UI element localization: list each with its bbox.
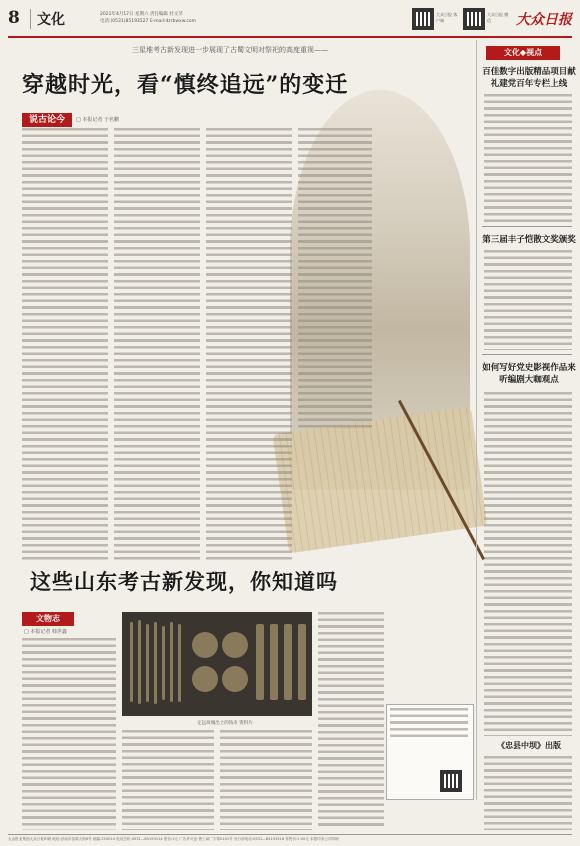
sidebar-item-text — [484, 94, 572, 224]
artifact-image — [284, 624, 292, 700]
header-meta — [100, 11, 196, 25]
page-header — [8, 6, 572, 38]
artifact-image — [256, 624, 264, 700]
artifact-image — [178, 624, 181, 702]
divider — [482, 354, 572, 355]
qr-code-icon — [412, 8, 434, 30]
qr-code-icon — [440, 770, 462, 792]
header-meta-line1: 2021年4月17日 星期六 责任编辑 杜文萃 — [100, 12, 183, 17]
page-number: 8 — [8, 8, 20, 28]
artifact-image — [146, 624, 149, 702]
article-subhead: 三星堆考古新发现进一步展现了古蜀文明对祭祀的高度重视—— — [132, 46, 328, 54]
article-text-column — [298, 128, 372, 428]
header-meta-line2: 电话:(0531)85193527 E-mail:dzrbwxw.com — [100, 19, 197, 24]
masthead-logo: 大众日报 — [516, 12, 572, 28]
artifact-image — [192, 632, 218, 658]
article-text-column — [220, 730, 312, 830]
qr-code-icon — [463, 8, 485, 30]
sidebar-item-text — [484, 392, 572, 736]
artifact-image — [222, 632, 248, 658]
book-info-text — [390, 708, 468, 738]
artifact-image — [162, 626, 165, 700]
artifact-image — [170, 622, 173, 702]
artifact-image — [138, 620, 141, 704]
sidebar-item-text — [484, 250, 572, 350]
article-headline: 穿越时光，看“慎终追远”的变迁 — [22, 72, 349, 98]
column-badge: 说古论今 — [22, 113, 72, 127]
artifact-image — [270, 624, 278, 700]
bottom-headline: 这些山东考古新发现，你知道吗 — [30, 569, 338, 594]
sidebar-badge: 文化◆视点 — [486, 46, 560, 60]
divider — [482, 226, 572, 227]
qr-label-app: 大众日报 客户端 — [436, 12, 458, 23]
artifact-image — [154, 622, 157, 704]
artifact-image — [130, 622, 133, 702]
article-byline: □ 本报记者 韩世鑫 — [24, 629, 67, 635]
coins-photo — [122, 612, 312, 716]
article-text-column — [122, 730, 214, 830]
sidebar-item-text — [484, 756, 572, 830]
sidebar-book-title: 《忠县中坝》出版 — [497, 741, 561, 750]
sidebar-item-title: 第三届丰子恺散文奖颁奖 — [482, 235, 576, 245]
sidebar-item-title: 百佳数字出版精品项目献礼建党百年专栏上线 — [482, 67, 576, 89]
photo-caption: 定远故城出土的钱币 资料片 — [197, 721, 253, 726]
page-footer: 大众报业集团大众日报印刷 地址:济南市泺源大街6号 邮编:250014 电话总机:0531—85193114 报价:1元 广告许可证:鲁工商广字第0101号 发行部电话:0531—85193316 零售价:1.00元 本报印务公司印刷 — [8, 834, 572, 844]
column-badge: 文物志 — [22, 612, 74, 626]
article-text-column — [22, 128, 108, 560]
sidebar-item-title: 如何写好党史影视作品来听编剧大咖观点 — [482, 363, 576, 385]
qr-label-wechat: 大众日报 微信 — [487, 12, 509, 23]
artifact-image — [222, 666, 248, 692]
section-title: 文化 — [30, 9, 65, 29]
artifact-image — [298, 624, 306, 700]
article-text-column — [206, 128, 292, 560]
artifact-image — [192, 666, 218, 692]
article-byline: □ 本报记者 于名鹏 — [76, 117, 119, 123]
article-text-column — [22, 638, 116, 830]
article-text-column — [318, 612, 384, 830]
article-text-column — [114, 128, 200, 560]
